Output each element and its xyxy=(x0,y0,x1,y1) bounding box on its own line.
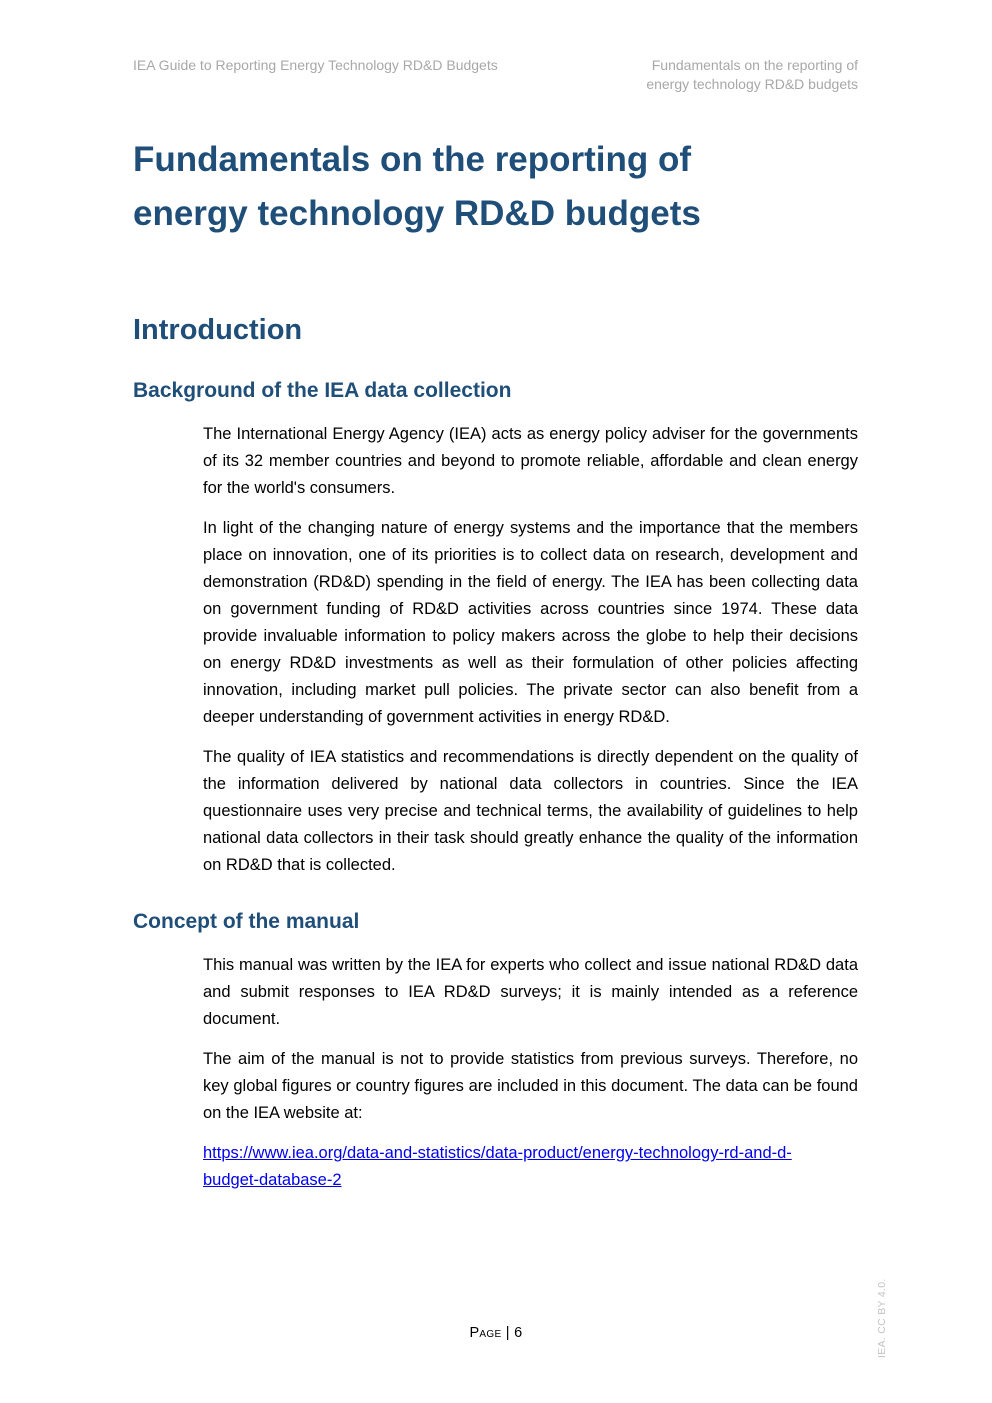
paragraph: The aim of the manual is not to provide statistics from previous surveys. Therefore, no key global figures or country figures are included in this document. The data can be found on the IEA website at: xyxy=(203,1050,858,1122)
header-right-line1: Fundamentals on the reporting of xyxy=(651,57,858,73)
content-area xyxy=(133,308,858,1194)
paragraph: In light of the changing nature of energy systems and the importance that the members place on innovation, one of its priorities is to collect data on research, development and demonstration (RD&D) spending in the field of energy. The IEA has been collecting data on government funding of RD&D activities across countries since 1974. These data provide invaluable information to policy makers across the globe to help their decisions on energy RD&D investments as well as their formulation of other policies affecting innovation, including market pull policies. The private sector can also benefit from a deeper understanding of government activities in energy RD&D. xyxy=(203,519,858,726)
page-title xyxy=(133,133,893,241)
paragraph: The International Energy Agency (IEA) acts as energy policy adviser for the governments of its 32 member countries and beyond to promote reliable, affordable and clean energy for the world's consumers. xyxy=(203,425,858,497)
running-header xyxy=(133,56,858,94)
section-heading-introduction: Introduction xyxy=(133,314,303,346)
paragraph: This manual was written by the IEA for experts who collect and issue national RD&D data and submit responses to IEA RD&D surveys; it is mainly intended as a reference document. xyxy=(203,956,858,1028)
section-background xyxy=(133,378,858,879)
link-paragraph xyxy=(203,1140,858,1194)
header-right-line2: energy technology RD&D budgets xyxy=(646,76,858,92)
section-concept xyxy=(133,909,858,1194)
iea-database-link-line1[interactable]: https://www.iea.org/data-and-statistics/data-product/energy-technology-rd-and-d- xyxy=(203,1144,792,1162)
paragraph: The quality of IEA statistics and recommendations is directly dependent on the quality of the information delivered by national data collectors in countries. Since the IEA questionnaire uses very precise and technical terms, the availability of guidelines to help national data collectors in their task should greatly enhance the quality of the information on RD&D that is collected. xyxy=(203,748,858,874)
subsection-heading-background: Background of the IEA data collection xyxy=(133,379,512,402)
page-number: Page | 6 xyxy=(469,1325,523,1341)
page-title-line2: energy technology RD&D budgets xyxy=(133,194,701,233)
subsection-heading-concept: Concept of the manual xyxy=(133,910,360,933)
header-left-title: IEA Guide to Reporting Energy Technology RD&D Budgets xyxy=(133,57,498,73)
iea-database-link[interactable] xyxy=(203,1144,792,1189)
header-right-title xyxy=(646,56,858,94)
iea-database-link-line2[interactable]: budget-database-2 xyxy=(203,1171,342,1189)
copyright-note: IEA. CC BY 4.0. xyxy=(876,1278,888,1358)
page-title-line1: Fundamentals on the reporting of xyxy=(133,140,692,179)
